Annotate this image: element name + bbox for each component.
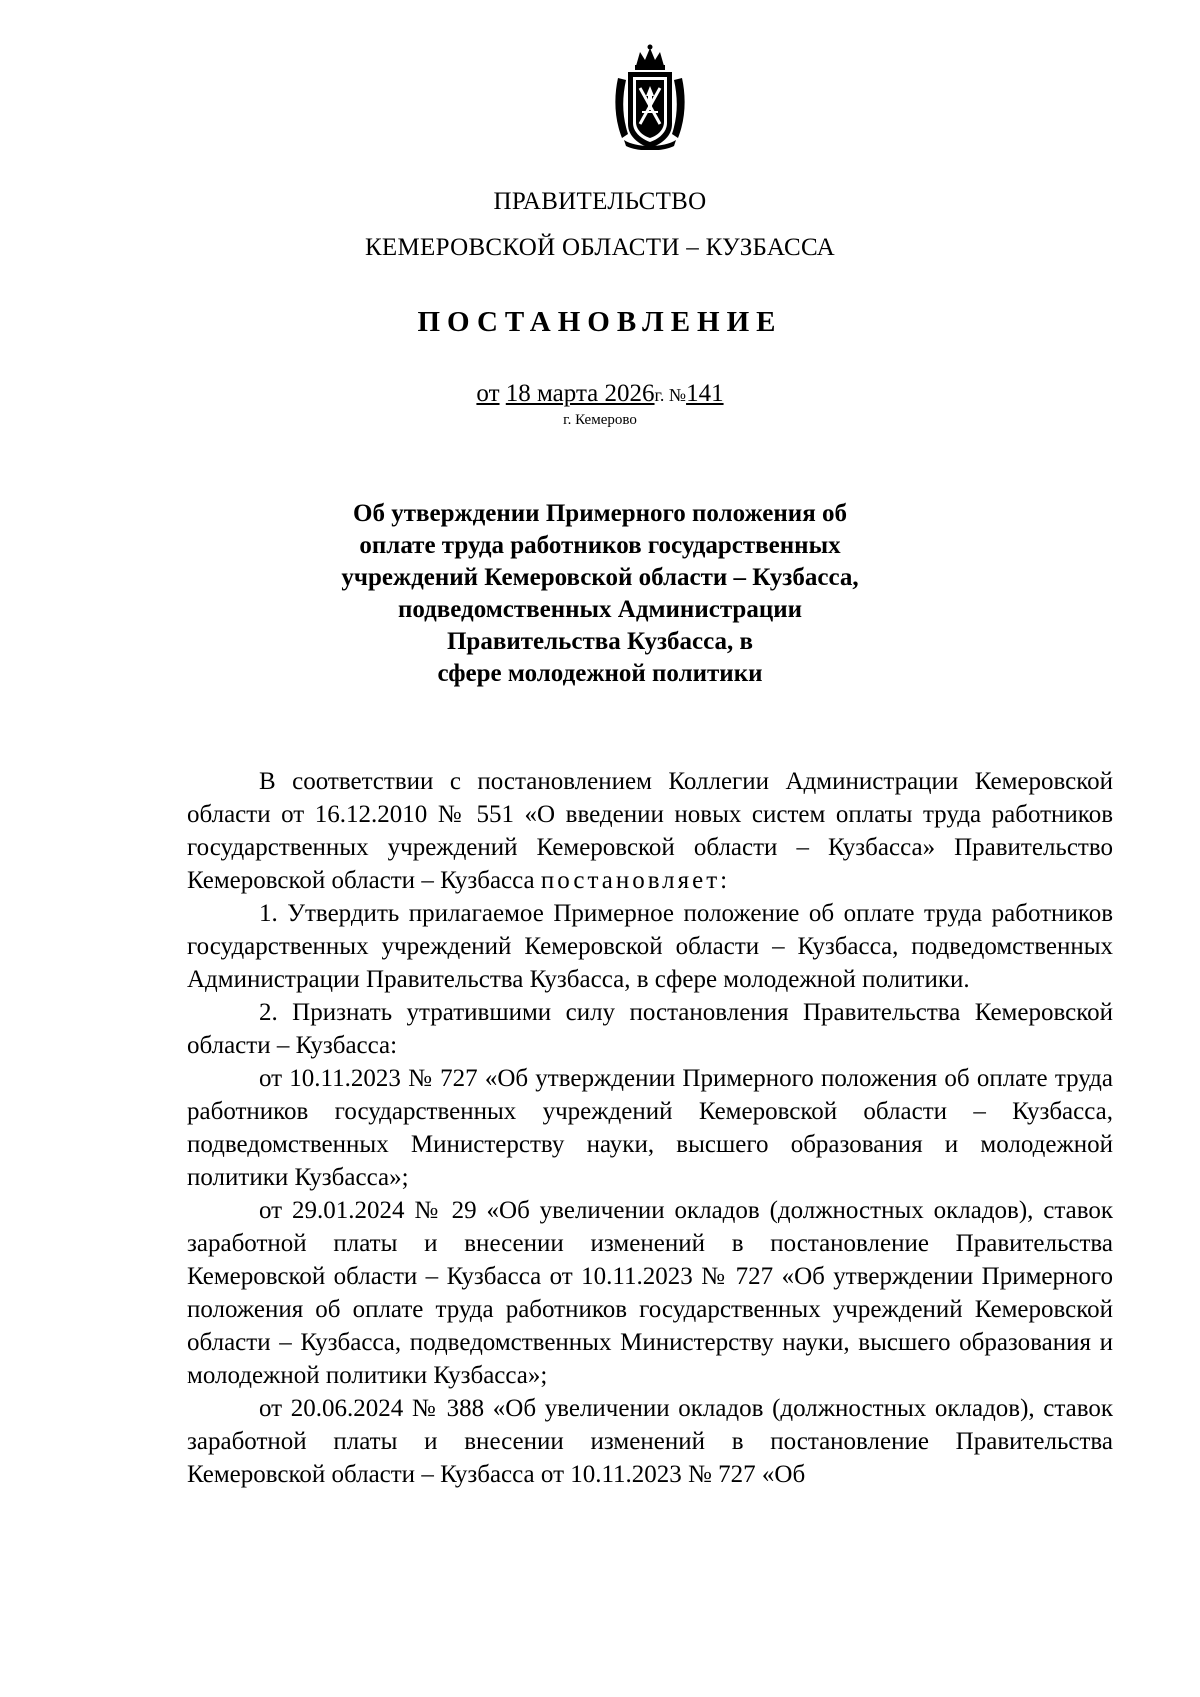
title-line: Правительства Кузбасса, в — [446, 628, 754, 655]
date-prefix: от — [476, 380, 500, 407]
title-line: сфере молодежной политики — [437, 660, 763, 687]
item-2-paragraph: 2. Признать утратившими силу постановления Правительства Кемеровской области – Кузбасса: — [187, 999, 1113, 1059]
document-body — [187, 765, 1113, 1491]
date-value: 18 марта 2026 — [505, 380, 655, 407]
intro-text: В соответствии с постановлением Коллегии Администрации Кемеровской области от 16.12.2010 № 551 «О введении новых систем оплаты труда работников государственных учреждений Кемеровской области – Кузбасса» Правительство Кемеровской области – Кузбасса — [187, 768, 1113, 894]
repealed-decree-2: от 29.01.2024 № 29 «Об увеличении окладов (должностных окладов), ставок заработной платы и внесении изменений в постановление Правительства Кемеровской области – Кузбасса от 10.11.2023 № 727 «Об утверждении Примерного положения об оплате труда работников государственных учреждений Кемеровской области – Кузбасса, подведомственных Министерству науки, высшего образования и молодежной политики Кузбасса»; — [187, 1197, 1113, 1389]
title-line: подведомственных Администрации — [397, 596, 803, 623]
document-type-heading: ПОСТАНОВЛЕНИЕ — [417, 306, 783, 338]
government-name-line-2: КЕМЕРОВСКОЙ ОБЛАСТИ – КУЗБАССА — [364, 234, 836, 261]
document-date-number — [0, 380, 1200, 408]
document-title — [330, 498, 870, 690]
title-line: оплате труда работников государственных — [359, 532, 841, 559]
document-number: 141 — [686, 380, 724, 407]
date-suffix: г. № — [654, 385, 687, 405]
repealed-decree-1: от 10.11.2023 № 727 «Об утверждении Примерного положения об оплате труда работников государственных учреждений Кемеровской области – Кузбасса, подведомственных Министерству науки, высшего образования и молодежной политики Кузбасса»; — [187, 1065, 1113, 1191]
repealed-decree-3: от 20.06.2024 № 388 «Об увеличении окладов (должностных окладов), ставок заработной платы и внесении изменений в постановление Правительства Кемеровской области – Кузбасса от 10.11.2023 № 727 «Об — [187, 1395, 1113, 1488]
decree-word: постановляет: — [540, 867, 731, 894]
item-1-paragraph: 1. Утвердить прилагаемое Примерное положение об оплате труда работников государственных учреждений Кемеровской области – Кузбасса, подведомственных Администрации Правительства Кузбасса, в сфере молодежной политики. — [187, 900, 1113, 993]
title-line: учреждений Кемеровской области – Кузбасса, — [341, 564, 859, 591]
title-line: Об утверждении Примерного положения об — [353, 500, 847, 527]
government-name-line-1: ПРАВИТЕЛЬСТВО — [493, 188, 707, 215]
intro-paragraph — [187, 765, 1113, 897]
coat-of-arms-icon — [612, 44, 688, 150]
city-label: г. Кемерово — [563, 412, 637, 428]
